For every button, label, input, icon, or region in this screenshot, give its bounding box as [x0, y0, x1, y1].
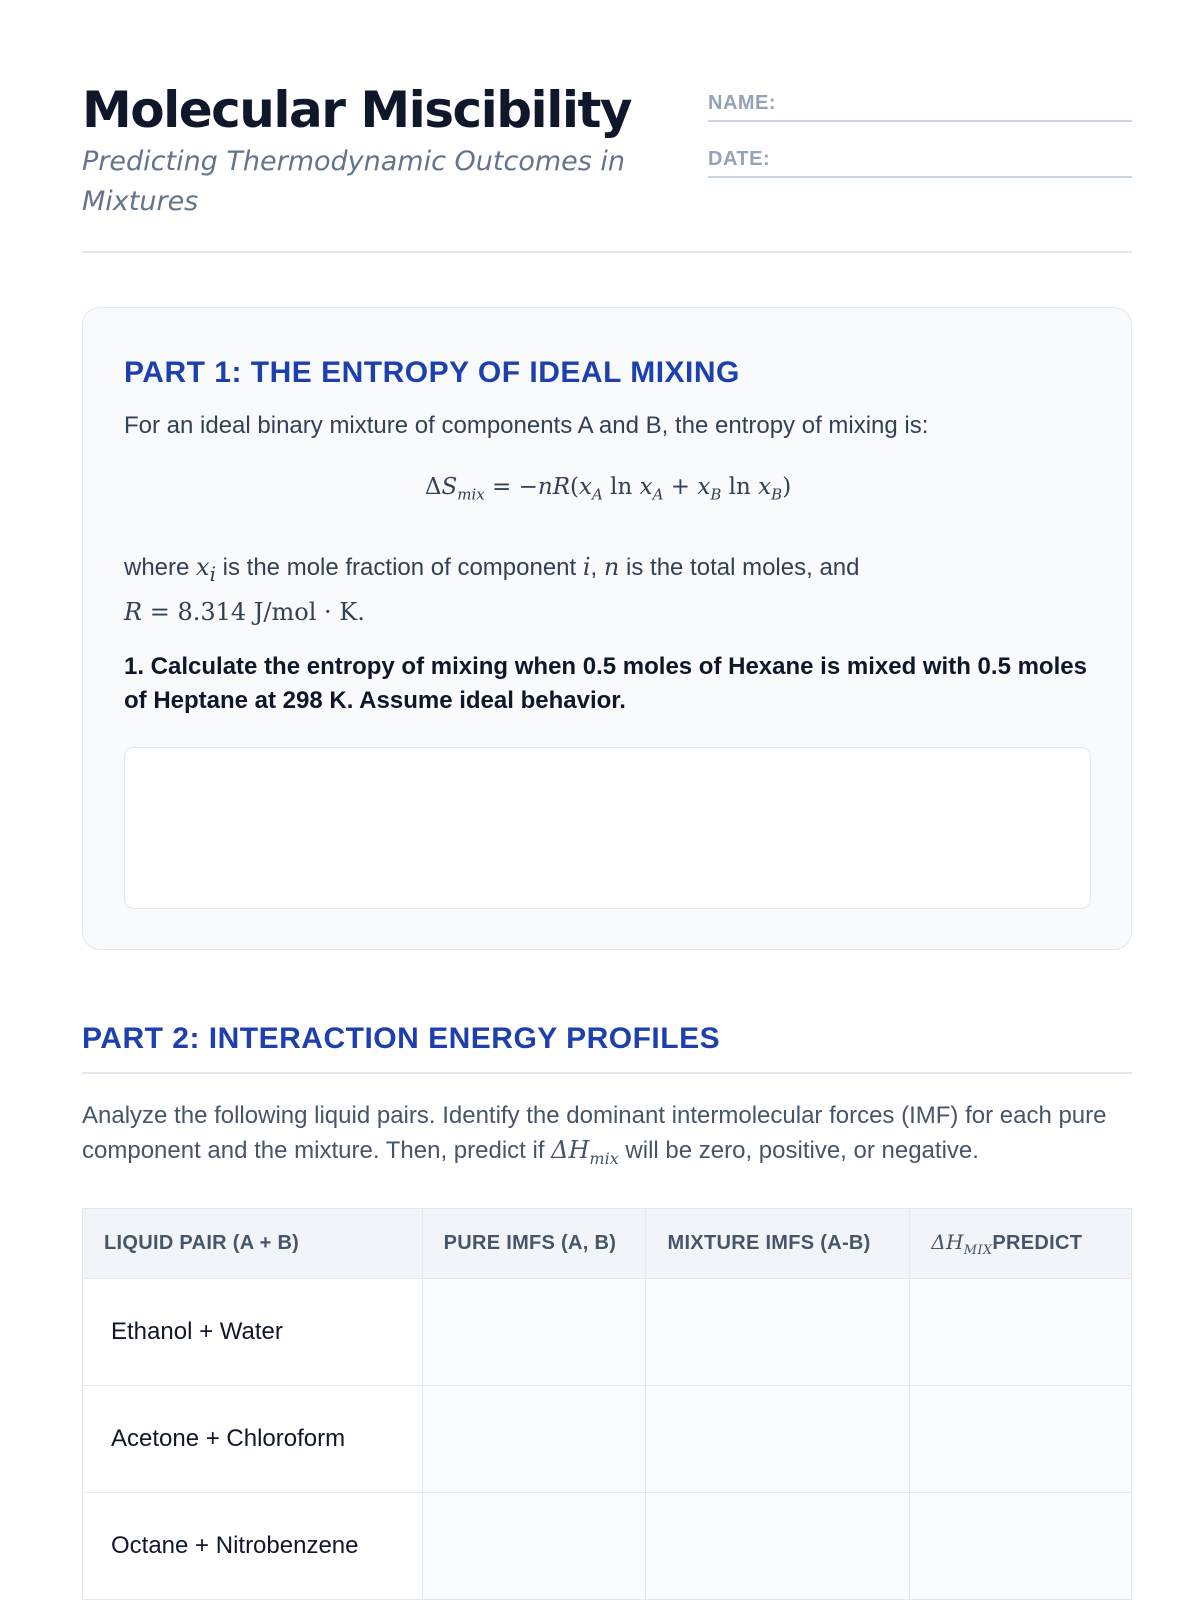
formula-x1: x — [579, 474, 592, 500]
formula-eq: = − — [484, 474, 538, 500]
date-label: DATE: — [708, 148, 771, 170]
formula-x1-sub: A — [591, 485, 603, 504]
formula-ln2: ln — [721, 474, 759, 500]
where-xi: x — [196, 553, 210, 581]
mixture-imfs-cell[interactable] — [646, 1493, 910, 1600]
part1-panel — [82, 307, 1132, 950]
part2-divider — [82, 1072, 1132, 1074]
header-dh-predict — [910, 1209, 1132, 1279]
part1-definitions — [124, 548, 1084, 632]
formula-nr: nR — [537, 474, 571, 500]
answer-box-q1[interactable] — [124, 747, 1091, 909]
name-label: NAME: — [708, 92, 777, 114]
part1-title: PART 1: THE ENTROPY OF IDEAL MIXING — [124, 356, 740, 389]
name-field[interactable] — [708, 86, 1132, 122]
pair-cell: Acetone + Chloroform — [83, 1386, 423, 1493]
mixture-imfs-cell[interactable] — [646, 1279, 910, 1386]
where-text-2: is the mole fraction of component — [216, 554, 583, 581]
part2-intro-delta: ΔH — [551, 1136, 590, 1164]
pure-imfs-cell[interactable] — [422, 1493, 646, 1600]
table-row — [83, 1279, 1132, 1386]
part2-intro-sub: mix — [589, 1148, 619, 1168]
formula-x2-sub: A — [652, 485, 664, 504]
header-dh-sub: MIX — [963, 1242, 993, 1258]
part1-intro: For an ideal binary mixture of components A and B, the entropy of mixing is: — [124, 412, 929, 439]
table-row — [83, 1493, 1132, 1600]
worksheet-title: Molecular Miscibility — [82, 81, 631, 139]
pair-cell: Octane + Nitrobenzene — [83, 1493, 423, 1600]
table-row — [83, 1386, 1132, 1493]
where-r-value: = 8.314 J/mol · K. — [142, 597, 365, 626]
header-dh-symbol: ΔH — [931, 1229, 964, 1254]
formula-x4: x — [758, 474, 772, 500]
where-i: i — [582, 553, 591, 581]
where-text-3: , — [590, 554, 604, 581]
liquid-pairs-table — [82, 1208, 1132, 1600]
formula-x2: x — [639, 474, 653, 500]
part2-title: PART 2: INTERACTION ENERGY PROFILES — [82, 1022, 721, 1055]
question-1: 1. Calculate the entropy of mixing when 0.5 moles of Hexane is mixed with 0.5 moles of Heptane at 298 K. Assume ideal behavior. — [124, 653, 1087, 714]
header-pure-imfs: PURE IMFS (A, B) — [422, 1209, 646, 1279]
mixture-imfs-cell[interactable] — [646, 1386, 910, 1493]
formula-x3: x — [697, 474, 711, 500]
header-predict-label: PREDICT — [992, 1231, 1083, 1254]
where-text-4: is the total moles, and — [619, 554, 860, 581]
table-header-row — [83, 1209, 1132, 1279]
worksheet-subtitle: Predicting Thermodynamic Outcomes in Mixtures — [82, 146, 626, 217]
pure-imfs-cell[interactable] — [422, 1386, 646, 1493]
formula-delta: Δ — [424, 474, 442, 500]
prediction-cell[interactable] — [910, 1493, 1132, 1600]
where-n: n — [603, 553, 620, 581]
formula-plus: + — [663, 474, 698, 500]
header-liquid-pair: LIQUID PAIR (A + B) — [83, 1209, 423, 1279]
where-xi-sub: i — [209, 561, 216, 586]
where-text-1: where — [124, 554, 197, 581]
worksheet-header — [82, 0, 1132, 253]
pair-cell: Ethanol + Water — [83, 1279, 423, 1386]
part2-intro — [82, 1099, 1132, 1176]
worksheet-page — [82, 0, 1132, 1600]
formula-ln1: ln — [602, 474, 640, 500]
formula-s-sub: mix — [457, 485, 485, 504]
formula-open: ( — [570, 474, 579, 500]
formula-close: ) — [782, 474, 792, 500]
formula-s: S — [441, 474, 458, 500]
pure-imfs-cell[interactable] — [422, 1279, 646, 1386]
formula-x4-sub: B — [771, 485, 783, 504]
prediction-cell[interactable] — [910, 1386, 1132, 1493]
prediction-cell[interactable] — [910, 1279, 1132, 1386]
part2-intro-b: will be zero, positive, or negative. — [618, 1137, 979, 1164]
part2-intro-a: Analyze the following liquid pairs. Identify the dominant intermolecular forces (IMF) for each pure component and the mixture. Then, predict if — [82, 1102, 1107, 1164]
formula-x3-sub: B — [710, 485, 722, 504]
date-field[interactable] — [708, 142, 1132, 178]
header-mixture-imfs: MIXTURE IMFS (A-B) — [646, 1209, 910, 1279]
where-r: R — [124, 597, 143, 626]
entropy-formula — [83, 474, 1133, 504]
